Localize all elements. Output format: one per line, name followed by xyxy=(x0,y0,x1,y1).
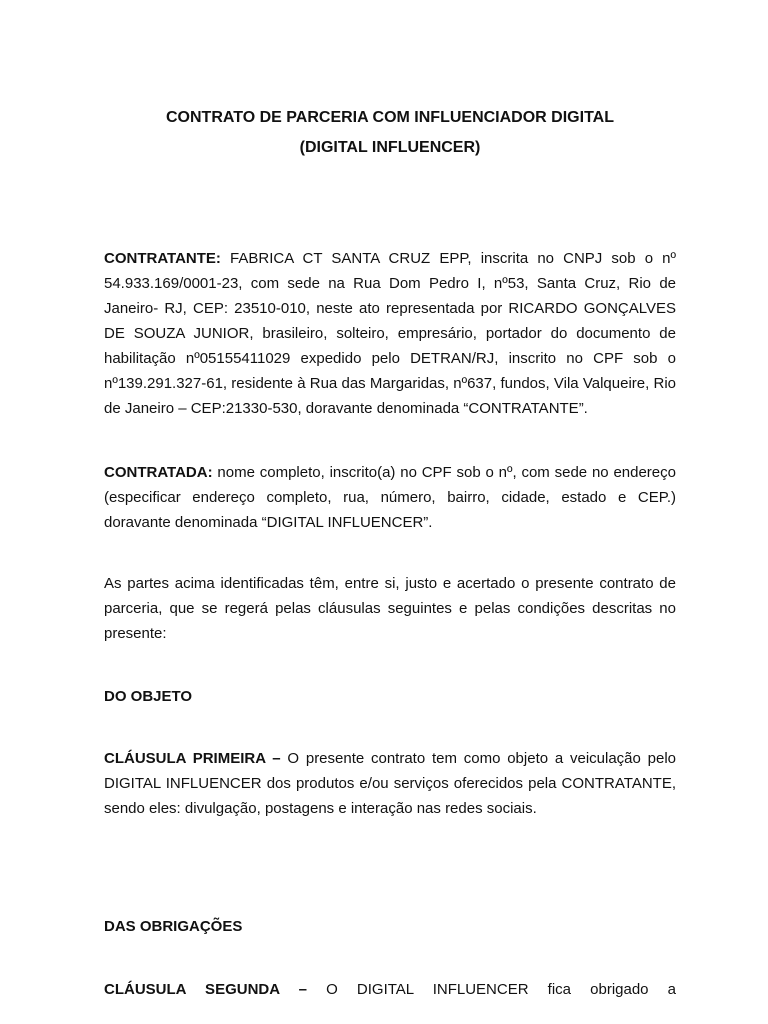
contratante-label: CONTRATANTE: xyxy=(104,250,221,267)
clausula-primeira-text: O presente contrato tem como objeto a veiculação pelo DIGITAL INFLUENCER dos produtos e/ou serviços oferecidos pela CONTRATANTE, sendo eles: divulgação, postagens e interação nas redes sociais. xyxy=(104,750,676,817)
clausula-primeira-paragraph xyxy=(104,746,676,821)
document-subtitle: (DIGITAL INFLUENCER) xyxy=(299,139,481,156)
contratante-paragraph xyxy=(104,246,676,421)
contratada-text: nome completo, inscrito(a) no CPF sob o nº, com sede no endereço (especificar endereço completo, rua, número, bairro, cidade, estado e CEP.) doravante denominada “DIGITAL INFLUENCER”. xyxy=(104,464,676,531)
intro-paragraph: As partes acima identificadas têm, entre si, justo e acertado o presente contrato de parceria, que se regerá pelas cláusulas seguintes e pelas condições descritas no presente: xyxy=(104,575,676,642)
contratada-label: CONTRATADA: xyxy=(104,464,213,481)
clausula-segunda-label: CLÁUSULA SEGUNDA – xyxy=(104,981,307,998)
clausula-segunda-text: O DIGITAL INFLUENCER fica obrigado a xyxy=(306,981,676,998)
section-heading-obrigacoes: DAS OBRIGAÇÕES xyxy=(104,918,243,935)
clausula-primeira-label: CLÁUSULA PRIMEIRA – xyxy=(104,750,281,767)
contratada-paragraph xyxy=(104,460,676,535)
contratante-text: FABRICA CT SANTA CRUZ EPP, inscrita no CNPJ sob o nº 54.933.169/0001-23, com sede na Rua Dom Pedro I, nº53, Santa Cruz, Rio de Janeiro- RJ, CEP: 23510-010, neste ato representada por RICARDO GONÇALVES DE SOUZA JUNIOR, brasileiro, solteiro, empresário, portador do documento de habilitação nº05155411029 expedido pelo DETRAN/RJ, inscrito no CPF sob o nº139.291.327-61, residente à Rua das Margaridas, nº637, fundos, Vila Valqueire, Rio de Janeiro – CEP:21330-530, doravante denominada “CONTRATANTE”. xyxy=(104,250,676,417)
clausula-segunda-paragraph xyxy=(104,977,676,1002)
document-title: CONTRATO DE PARCERIA COM INFLUENCIADOR DIGITAL xyxy=(166,109,614,126)
section-heading-objeto: DO OBJETO xyxy=(104,688,193,705)
